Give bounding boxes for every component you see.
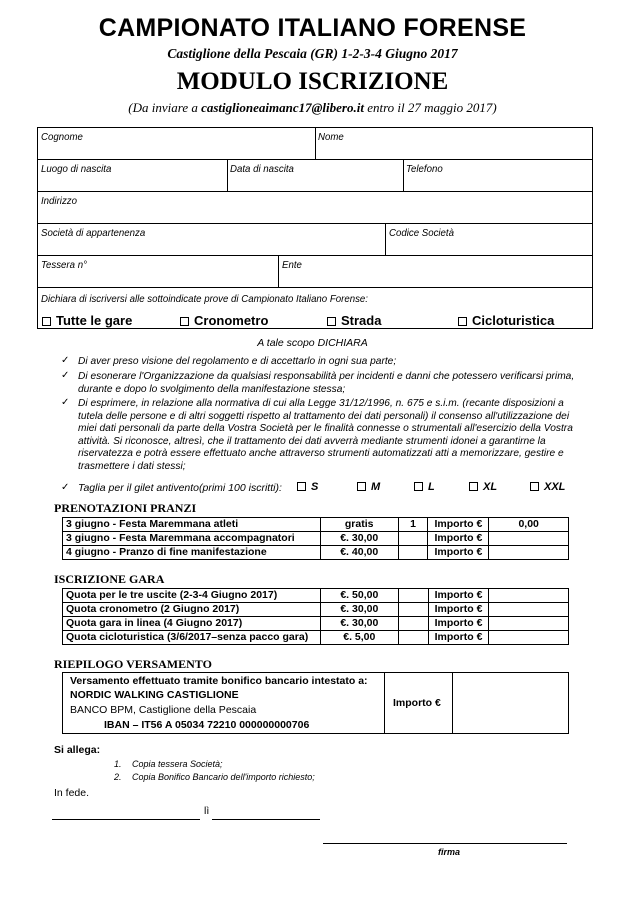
pranzo-qty[interactable] — [398, 546, 428, 560]
send-instructions — [0, 100, 625, 116]
pranzo-importo-label: Importo € — [428, 546, 489, 560]
checkbox-icon[interactable] — [469, 482, 478, 491]
pranzo-qty[interactable] — [398, 532, 428, 546]
place-line[interactable] — [52, 819, 200, 820]
allega-num: 2. — [114, 772, 122, 782]
quota-importo-label: Importo € — [428, 617, 489, 631]
checkbox-icon[interactable] — [180, 317, 189, 326]
size-xxl[interactable]: XXL — [530, 481, 565, 493]
luogo-nascita-field[interactable]: Luogo di nascita — [41, 163, 112, 175]
form-title: MODULO ISCRIZIONE — [176, 68, 449, 95]
cognome-field[interactable]: Cognome — [41, 131, 83, 143]
firma-label: firma — [438, 847, 461, 857]
table-row — [63, 603, 569, 617]
pranzo-desc: 3 giugno - Festa Maremmana accompagnatori — [63, 532, 321, 546]
gara-option-cronometro[interactable]: Cronometro — [180, 313, 268, 328]
societa-field[interactable]: Società di appartenenza — [41, 227, 146, 239]
allega-item-1: Copia tessera Società; — [132, 759, 223, 769]
gara-option-cicloturistica[interactable]: Cicloturistica — [458, 313, 554, 328]
nome-field[interactable]: Nome — [318, 131, 344, 143]
quota-qty[interactable] — [398, 631, 428, 645]
riepilogo-line1: Versamento effettuato tramite bonifico bancario intestato a: — [70, 675, 368, 687]
declaration-2: Di esonerare l'Organizzazione da qualsiasi responsabilità per incidenti e danni che potessero verificarsi prima, durante e dopo lo svolgimento della manifestazione stessa; — [78, 370, 575, 395]
check-icon: ✓ — [61, 370, 70, 381]
dichiara-line: Dichiara di iscriversi alle sottoindicate prove di Campionato Italiano Forense: — [41, 293, 368, 305]
quota-total[interactable] — [489, 603, 569, 617]
allega-num: 1. — [114, 759, 122, 769]
iscrizione-table — [62, 588, 569, 645]
pranzo-total[interactable] — [489, 546, 569, 560]
gara-option-tutte[interactable]: Tutte le gare — [42, 313, 132, 328]
check-icon: ✓ — [61, 355, 70, 366]
checkbox-icon[interactable] — [357, 482, 366, 491]
pranzo-price: €. 30,00 — [320, 532, 398, 546]
allega-heading: Si allega: — [54, 744, 101, 756]
pranzo-desc: 3 giugno - Festa Maremmana atleti — [63, 518, 321, 532]
check-icon: ✓ — [61, 397, 70, 408]
quota-desc: Quota per le tre uscite (2-3-4 Giugno 2017) — [63, 589, 321, 603]
pranzi-table — [62, 517, 569, 560]
table-row — [63, 631, 569, 645]
table-row — [63, 589, 569, 603]
riepilogo-importo-label: Importo € — [393, 697, 441, 709]
quota-desc: Quota gara in linea (4 Giugno 2017) — [63, 617, 321, 631]
send-email[interactable]: castiglioneaimanc17@libero.it — [201, 100, 364, 115]
checkbox-icon[interactable] — [530, 482, 539, 491]
quota-desc: Quota cicloturistica (3/6/2017–senza pacco gara) — [63, 631, 321, 645]
dichiara-heading: A tale scopo DICHIARA — [257, 337, 368, 349]
checkbox-icon[interactable] — [414, 482, 423, 491]
pranzo-price: €. 40,00 — [320, 546, 398, 560]
date-line[interactable] — [212, 819, 320, 820]
quota-total[interactable] — [489, 589, 569, 603]
li-label: lì — [204, 805, 210, 817]
pranzo-total[interactable]: 0,00 — [489, 518, 569, 532]
declaration-1: Di aver preso visione del regolamento e di accettarlo in ogni sua parte; — [78, 355, 397, 367]
checkbox-icon[interactable] — [327, 317, 336, 326]
quota-importo-label: Importo € — [428, 603, 489, 617]
table-row — [63, 617, 569, 631]
beneficiary-name: NORDIC WALKING CASTIGLIONE — [70, 689, 239, 701]
send-suffix: entro il 27 maggio 2017) — [367, 100, 497, 115]
pranzo-price: gratis — [320, 518, 398, 532]
declaration-3: Di esprimere, in relazione alla normativa di cui alla Legge 31/12/1996, n. 675 e s.i.m. (recante disposizioni a tutela delle persone e di altri soggetti rispetto al trattamento dei dati personali) il consenso all'utilizzazione dei miei dati personali da parte della Vostra Società per le finalità connesse o strumentali all'esercizio della Vostra attività. Si riconosce, altresì, che il trattamento dei dati avverrà mediante strumenti idonei a garantirne la riservatezza e potrà essere effettuato anche attraverso strumenti automatizzati atti a memorizzare, gestire e trasmettere i dati stessi; — [78, 397, 573, 472]
ente-field[interactable]: Ente — [282, 259, 302, 271]
quota-importo-label: Importo € — [428, 589, 489, 603]
quota-price: €. 50,00 — [320, 589, 398, 603]
codice-societa-field[interactable]: Codice Società — [389, 227, 454, 239]
championship-title: CAMPIONATO ITALIANO FORENSE — [98, 14, 527, 42]
bank-name: BANCO BPM, Castiglione della Pescaia — [70, 704, 257, 716]
iban: IBAN – IT56 A 05034 72210 000000000706 — [104, 719, 310, 731]
in-fede: In fede. — [54, 787, 90, 799]
check-icon: ✓ — [61, 482, 70, 493]
quota-importo-label: Importo € — [428, 631, 489, 645]
telefono-field[interactable]: Telefono — [406, 163, 443, 175]
quota-total[interactable] — [489, 631, 569, 645]
pranzi-heading: PRENOTAZIONI PRANZI — [54, 501, 197, 515]
size-l[interactable]: L — [414, 481, 435, 493]
quota-price: €. 5,00 — [320, 631, 398, 645]
pranzo-total[interactable] — [489, 532, 569, 546]
gilet-label: Taglia per il gilet antivento(primi 100 iscritti): — [78, 482, 282, 494]
gara-option-strada[interactable]: Strada — [327, 313, 381, 328]
table-row — [63, 518, 569, 532]
quota-price: €. 30,00 — [320, 617, 398, 631]
iscrizione-heading: ISCRIZIONE GARA — [54, 572, 165, 586]
quota-qty[interactable] — [398, 617, 428, 631]
checkbox-icon[interactable] — [42, 317, 51, 326]
riepilogo-heading: RIEPILOGO VERSAMENTO — [54, 657, 212, 671]
table-row — [63, 532, 569, 546]
pranzo-importo-label: Importo € — [428, 518, 489, 532]
pranzo-importo-label: Importo € — [428, 532, 489, 546]
data-nascita-field[interactable]: Data di nascita — [230, 163, 294, 175]
pranzo-desc: 4 giugno - Pranzo di fine manifestazione — [63, 546, 321, 560]
size-xl[interactable]: XL — [469, 481, 497, 493]
quota-total[interactable] — [489, 617, 569, 631]
signature-line[interactable] — [323, 843, 567, 844]
allega-item-2: Copia Bonifico Bancario dell'importo richiesto; — [132, 772, 315, 782]
quota-desc: Quota cronometro (2 Giugno 2017) — [63, 603, 321, 617]
tessera-field[interactable]: Tessera n° — [41, 259, 87, 271]
checkbox-icon[interactable] — [458, 317, 467, 326]
size-s[interactable]: S — [297, 481, 318, 493]
pranzo-qty[interactable]: 1 — [398, 518, 428, 532]
quota-price: €. 30,00 — [320, 603, 398, 617]
send-prefix: (Da inviare a — [128, 100, 198, 115]
checkbox-icon[interactable] — [297, 482, 306, 491]
indirizzo-field[interactable]: Indirizzo — [41, 195, 77, 207]
size-m[interactable]: M — [357, 481, 380, 493]
event-subtitle: Castiglione della Pescaia (GR) 1-2-3-4 Giugno 2017 — [167, 46, 458, 61]
quota-qty[interactable] — [398, 603, 428, 617]
quota-qty[interactable] — [398, 589, 428, 603]
table-row — [63, 546, 569, 560]
